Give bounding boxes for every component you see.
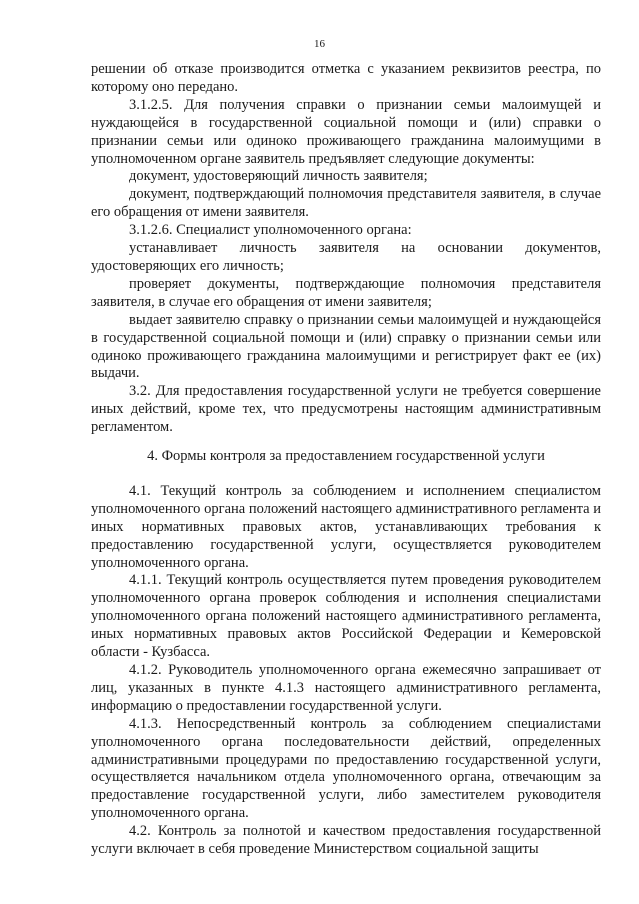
paragraph-4-1-2: 4.1.2. Руководитель уполномоченного органа ежемесячно запрашивает от лиц, указанных в пункте 4.1.3 настоящего административного регламента, информацию о предоставлении государственной услуги. — [91, 662, 601, 714]
page-number: 16 — [314, 38, 325, 50]
paragraph-4-1-1: 4.1.1. Текущий контроль осуществляется путем проведения руководителем уполномоченного органа проверок соблюдения и исполнения специалистами уполномоченного органа положений настоящего административного регламента, иных нормативных правовых актов Российской Федерации и Кемеровской области - Кузбасса. — [91, 572, 601, 661]
paragraph-3-1-2-5: 3.1.2.5. Для получения справки о признании семьи малоимущей и нуждающейся в государственной социальной помощи и (или) справки о признании семьи или одиноко проживающего гражданина малоимущими в уполномоченном органе заявитель предъявляет следующие документы: — [91, 96, 601, 167]
paragraph-4-2: 4.2. Контроль за полнотой и качеством предоставления государственной услуги включает в себя проведение Министерством социальной защиты — [91, 823, 601, 858]
paragraph-identity-document: документ, удостоверяющий личность заявителя; — [129, 168, 428, 185]
paragraph-representative-document: документ, подтверждающий полномочия представителя заявителя, в случае его обращения от имени заявителя. — [91, 186, 601, 221]
paragraph-checks-documents: проверяет документы, подтверждающие полномочия представителя заявителя, в случае его обращения от имени заявителя; — [91, 275, 601, 310]
section-heading-4: 4. Формы контроля за предоставлением государственной услуги — [147, 448, 545, 465]
paragraph-establishes-identity: устанавливает личность заявителя на основании документов, удостоверяющих его личность; — [91, 240, 601, 274]
paragraph-issues-certificate: выдает заявителю справку о признании семьи малоимущей и нуждающейся в государственной социальной помощи и (или) справку о признании семьи или одиноко проживающего гражданина малоимущими и регистрирует факт ее (их) выдачи. — [91, 311, 601, 382]
document-body — [91, 61, 601, 859]
paragraph-4-1: 4.1. Текущий контроль за соблюдением и исполнением специалистом уполномоченного органа положений настоящего административного регламента и иных нормативных правовых актов, устанавливающих требования к предоставлению государственной услуги, осуществляется руководителем уполномоченного органа. — [91, 482, 601, 571]
paragraph-continuation: решении об отказе производится отметка с указанием реквизитов реестра, по которому оно передано. — [91, 61, 601, 95]
paragraph-4-1-3: 4.1.3. Непосредственный контроль за соблюдением специалистами уполномоченного органа последовательности действий, определенных административными процедурами по предоставлению государственной услуги, осуществляется начальником отдела уполномоченного органа, отвечающим за предоставление государственной услуги, либо заместителем руководителя уполномоченного органа. — [91, 715, 601, 822]
paragraph-3-2: 3.2. Для предоставления государственной услуги не требуется совершение иных действий, кроме тех, что предусмотрены настоящим административным регламентом. — [91, 383, 601, 436]
paragraph-3-1-2-6: 3.1.2.6. Специалист уполномоченного органа: — [129, 222, 412, 239]
